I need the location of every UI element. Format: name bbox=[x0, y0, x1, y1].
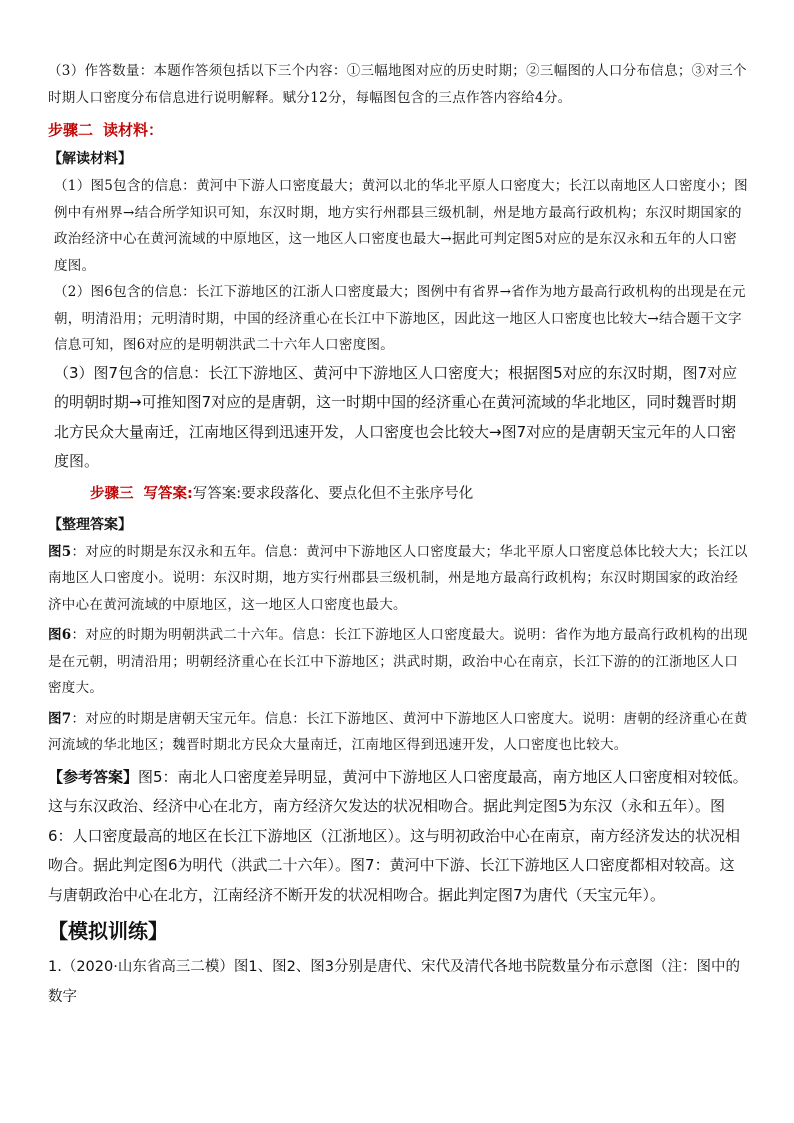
answer-text: ：对应的时期为明朝洪武二十六年。信息：长江下游地区人口密度最大。说明：省作为地方最高行政机构的出现是在元朝，明清沿用；明朝经济重心在长江中下游地区；洪武时期，政治中心在南京，长江下游的的江浙地区人口密度大。 bbox=[48, 627, 748, 696]
reference-answer bbox=[48, 763, 748, 911]
answer-label: 图5 bbox=[48, 543, 72, 560]
step3-subtitle: 写答案: bbox=[143, 485, 193, 502]
quantity-paragraph: （3）作答数量：本题作答须包括以下三个内容：①三幅地图对应的历史时期；②三幅图的人口分布信息；③对三个时期人口密度分布信息进行说明解释。赋分12分，每幅图包含的三点作答内容给4分。 bbox=[48, 63, 747, 106]
step2-heading bbox=[48, 115, 748, 145]
organize-heading: 【整理答案】 bbox=[48, 516, 132, 533]
step2-title: 步骤二 bbox=[48, 121, 94, 139]
step3-heading bbox=[48, 479, 748, 509]
read-heading: 【解读材料】 bbox=[48, 151, 132, 167]
read-paragraph-2: （2）图6包含的信息：长江下游地区的江浙人口密度最大；图例中有省界→省作为地方最高行政机构的出现是在元朝，明清沿用；元明清时期，中国的经济重心在长江中下游地区，因此这一地区人口密度也比较大→结合题干文字信息可知，图6对应的是明朝洪武二十六年人口密度图。 bbox=[54, 284, 746, 353]
answer-text: ：对应的时期是唐朝天宝元年。信息：长江下游地区、黄河中下游地区人口密度大。说明：唐朝的经济重心在黄河流域的华北地区；魏晋时期北方民众大量南迁，江南地区得到迅速开发，人口密度也比较大。 bbox=[48, 710, 748, 753]
reference-heading: 【参考答案】 bbox=[48, 767, 139, 786]
reference-text: 图5：南北人口密度差异明显，黄河中下游地区人口密度最高，南方地区人口密度相对较低。这与东汉政治、经济中心在北方，南方经济欠发达的状况相吻合。据此判定图5为东汉（永和五年）。图6：人口密度最高的地区在长江下游地区（江浙地区）。这与明初政治中心在南京，南方经济发达的状况相吻合。据此判定图6为明代（洪武二十六年）。图7：黄河中下游、长江下游地区人口密度都相对较高。这与唐朝政治中心在北方，江南经济不断开发的状况相吻合。据此判定图7为唐代（天宝元年）。 bbox=[48, 767, 748, 904]
step3-title: 步骤三 bbox=[90, 485, 134, 502]
answer-fig6 bbox=[48, 622, 748, 702]
answer-text: ：对应的时期是东汉永和五年。信息：黄河中下游地区人口密度最大；华北平原人口密度总体比较大大；长江以南地区人口密度小。说明：东汉时期，地方实行州郡县三级机制，州是地方最高行政机构；东汉时期国家的政治经济中心在黄河流域的中原地区，这一地区人口密度也最大。 bbox=[48, 543, 748, 613]
read-paragraph-3: （3）图7包含的信息：长江下游地区、黄河中下游地区人口密度大；根据图5对应的东汉时期，图7对应的明朝时期→可推知图7对应的是唐朝，这一时期中国的经济重心在黄河流域的华北地区，同时魏晋时期北方民众大量南迁，江南地区得到迅速开发，人口密度也会比较大→图7对应的是唐朝天宝元年的人口密度图。 bbox=[54, 363, 738, 470]
answer-label: 图6 bbox=[48, 627, 72, 643]
answer-fig5 bbox=[48, 539, 748, 619]
answer-label: 图7 bbox=[48, 710, 72, 727]
read-paragraph-1: （1）图5包含的信息：黄河中下游人口密度最大；黄河以北的华北平原人口密度大；长江以南地区人口密度小；图例中有州界→结合所学知识可知，东汉时期，地方实行州郡县三级机制，州是地方最高行政机构；东汉时期国家的政治经济中心在黄河流域的中原地区，这一地区人口密度也最大→据此可判定图5对应的是东汉永和五年的人口密度图。 bbox=[54, 178, 748, 274]
step2-subtitle: 读材料： bbox=[103, 121, 164, 139]
section-title: 【模拟训练】 bbox=[48, 919, 168, 943]
answer-fig7 bbox=[48, 706, 748, 759]
step3-text: 写答案:要求段落化、要点化但不主张序号化 bbox=[192, 485, 474, 502]
question-1: 1.（2020·山东省高三二模）图1、图2、图3分别是唐代、宋代及清代各地书院数量分布示意图（注：图中的数字 bbox=[48, 959, 741, 1005]
